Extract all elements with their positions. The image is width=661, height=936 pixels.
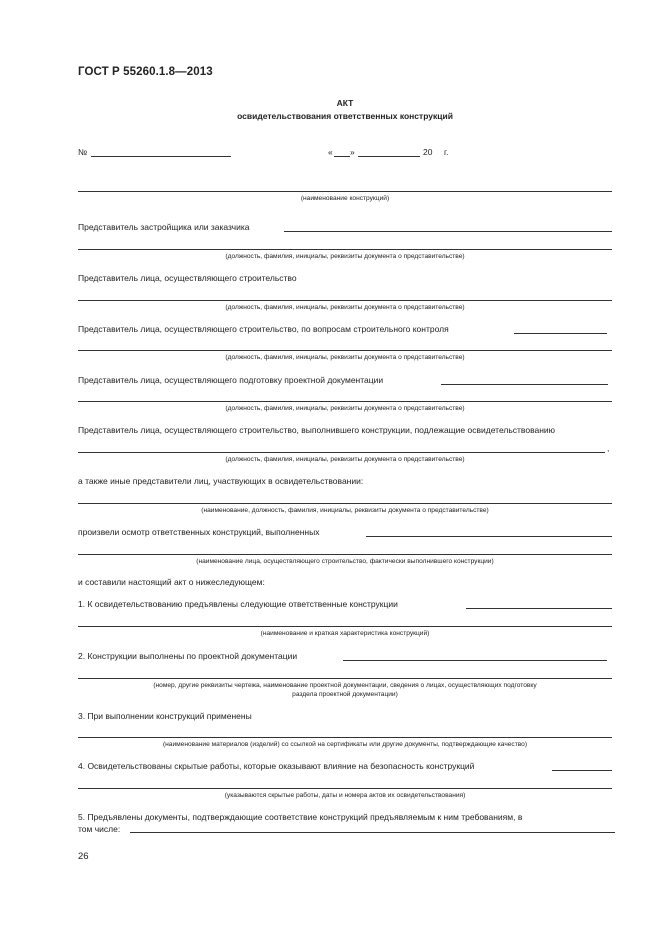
builder-control-rep-label: Представитель лица, осуществляющего строительство, по вопросам строительного контроля bbox=[78, 324, 449, 334]
builder-control-rep-field-2[interactable] bbox=[78, 350, 612, 351]
developer-rep-caption: (должность, фамилия, инициалы, реквизиты документа о представительстве) bbox=[225, 253, 465, 260]
item2-caption-line1: (номер, другие реквизиты чертежа, наименование проектной документации, сведения о лицах, осуществляющих подготовку bbox=[153, 682, 537, 689]
item2-caption-line2: раздела проектной документации) bbox=[292, 691, 398, 698]
builder-control-rep-caption: (должность, фамилия, инициалы, реквизиты документа о представительстве) bbox=[225, 354, 465, 361]
other-reps-field[interactable] bbox=[78, 503, 612, 504]
item2-field-1[interactable] bbox=[343, 660, 607, 661]
item1-caption: (наименование и краткая характеристика конструкций) bbox=[260, 630, 430, 637]
construction-name-field[interactable] bbox=[78, 191, 612, 192]
item3-caption: (наименование материалов (изделий) со ссылкой на сертификаты или другие документы, подтверждающие качество) bbox=[162, 741, 528, 748]
number-label: № bbox=[78, 147, 88, 157]
item5-label-line1: 5. Предъявлены документы, подтверждающие соответствие конструкций предъявляемым к ним требованиям, в bbox=[78, 812, 523, 822]
item4-caption: (указываются скрытые работы, даты и номера актов их освидетельствования) bbox=[224, 792, 466, 799]
date-close-quote: » bbox=[350, 147, 355, 157]
item2-label: 2. Конструкции выполнены по проектной документации bbox=[78, 651, 298, 661]
developer-rep-field-2[interactable] bbox=[78, 249, 612, 250]
developer-rep-label: Представитель застройщика или заказчика bbox=[78, 222, 250, 232]
item1-label: 1. К освидетельствованию предъявлены следующие ответственные конструкции bbox=[78, 599, 398, 609]
builder-rep-caption: (должность, фамилия, инициалы, реквизиты документа о представительстве) bbox=[225, 304, 465, 311]
item3-field[interactable] bbox=[78, 737, 612, 738]
number-field[interactable] bbox=[91, 156, 231, 157]
act-subtitle: освидетельствования ответственных конструкций bbox=[237, 111, 453, 121]
developer-rep-field-1[interactable] bbox=[284, 231, 612, 232]
designer-rep-field-1[interactable] bbox=[441, 384, 608, 385]
item4-field-1[interactable] bbox=[552, 770, 612, 771]
year-suffix: г. bbox=[444, 147, 449, 157]
designer-rep-caption: (должность, фамилия, инициалы, реквизиты документа о представительстве) bbox=[225, 405, 465, 412]
performer-rep-comma: , bbox=[607, 443, 610, 453]
year-prefix: 20 bbox=[423, 147, 433, 157]
other-reps-label: а также иные представители лиц, участвующих в освидетельствовании: bbox=[78, 476, 364, 486]
performer-rep-label: Представитель лица, осуществляющего строительство, выполнившего конструкции, подлежащие освидетельствованию bbox=[78, 425, 556, 435]
day-field[interactable] bbox=[334, 156, 350, 157]
item5-label-line2: том числе: bbox=[78, 824, 121, 834]
performer-rep-caption: (должность, фамилия, инициалы, реквизиты документа о представительстве) bbox=[225, 456, 465, 463]
standard-number: ГОСТ Р 55260.1.8—2013 bbox=[78, 66, 213, 78]
inspected-label: произвели осмотр ответственных конструкций, выполненных bbox=[78, 527, 320, 537]
item4-label: 4. Освидетельствованы скрытые работы, которые оказывают влияние на безопасность конструкций bbox=[78, 761, 475, 771]
month-field[interactable] bbox=[358, 156, 420, 157]
date-open-quote: « bbox=[328, 147, 333, 157]
builder-rep-label: Представитель лица, осуществляющего строительство bbox=[78, 273, 297, 283]
other-reps-caption: (наименование, должность, фамилия, инициалы, реквизиты документа о представительстве) bbox=[201, 507, 489, 514]
compiled-label: и составили настоящий акт о нижеследующем: bbox=[78, 577, 265, 587]
designer-rep-label: Представитель лица, осуществляющего подготовку проектной документации bbox=[78, 375, 384, 385]
construction-name-caption: (наименование конструкций) bbox=[300, 195, 390, 202]
inspected-caption: (наименование лица, осуществляющего строительство, фактически выполнившего конструкции) bbox=[196, 558, 494, 565]
item5-field[interactable] bbox=[130, 832, 615, 833]
item3-label: 3. При выполнении конструкций применены bbox=[78, 711, 252, 721]
item1-field-2[interactable] bbox=[78, 626, 612, 627]
act-title: АКТ bbox=[336, 98, 354, 108]
designer-rep-field-2[interactable] bbox=[78, 401, 612, 402]
item4-field-2[interactable] bbox=[78, 788, 612, 789]
builder-control-rep-field-1[interactable] bbox=[514, 333, 607, 334]
inspected-field-2[interactable] bbox=[78, 554, 612, 555]
page-number: 26 bbox=[78, 851, 89, 862]
item2-field-2[interactable] bbox=[78, 678, 612, 679]
builder-rep-field[interactable] bbox=[78, 300, 612, 301]
performer-rep-field[interactable] bbox=[78, 452, 605, 453]
item1-field-1[interactable] bbox=[466, 608, 612, 609]
inspected-field-1[interactable] bbox=[366, 536, 612, 537]
